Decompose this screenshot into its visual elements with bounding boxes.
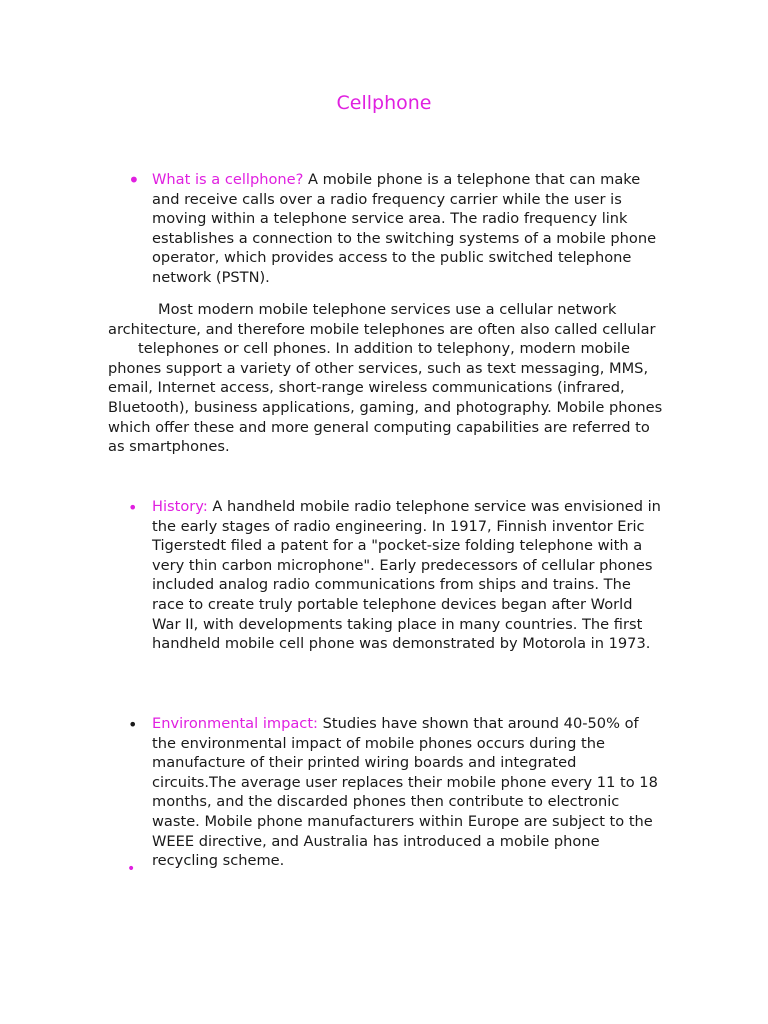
section-body: A handheld mobile radio telephone service was envisioned in the early stages of radio engineering. In 1917, Finnish inventor Eric Tigerstedt filed a patent for a "pocket-size folding telephone with a very thin carbon microphone". Early predecessors of cellular phones included analog radio communications from ships and trains. The race to create truly portable telephone devices began after World War II, with developments taking place in many countries. The first handheld mobile cell phone was demonstrated by Motorola in 1973.	[152, 498, 661, 653]
paragraph-text-part1: Most modern mobile telephone services use a cellular network architecture, and therefore mobile telephones are often also called cellular	[108, 301, 656, 338]
bullet-icon: •	[128, 498, 138, 517]
paragraph-text-part2: telephones or cell phones. In addition to telephony, modern mobile phones support a variety of other services, such as text messaging, MMS, email, Internet access, short-range wireless communications (infrared, Bluetooth), business applications, gaming, and photography. Mobile phones which offer these and more general computing capabilities are referred to as smartphones.	[108, 340, 663, 456]
bullet-icon: •	[128, 715, 138, 734]
section-heading: What is a cellphone?	[152, 171, 304, 188]
bullet-icon: •	[127, 861, 136, 877]
bullet-icon: •	[128, 168, 140, 192]
section-what-is-cellphone	[152, 170, 672, 288]
page-title: Cellphone	[336, 92, 432, 114]
section-heading: History:	[152, 498, 208, 515]
body-paragraph	[108, 300, 663, 457]
section-history	[152, 497, 664, 654]
section-environmental-impact	[152, 714, 662, 871]
section-body: Studies have shown that around 40-50% of the environmental impact of mobile phones occurs during the manufacture of their printed wiring boards and integrated circuits.The average user replaces their mobile phone every 11 to 18 months, and the discarded phones then contribute to electronic waste. Mobile phone manufacturers within Europe are subject to the WEEE directive, and Australia has introduced a mobile phone recycling scheme.	[152, 715, 658, 870]
section-heading: Environmental impact:	[152, 715, 318, 732]
section-body: A mobile phone is a telephone that can make and receive calls over a radio frequency carrier while the user is moving within a telephone service area. The radio frequency link establishes a connection to the switching systems of a mobile phone operator, which provides access to the public switched telephone network (PSTN).	[152, 171, 657, 286]
